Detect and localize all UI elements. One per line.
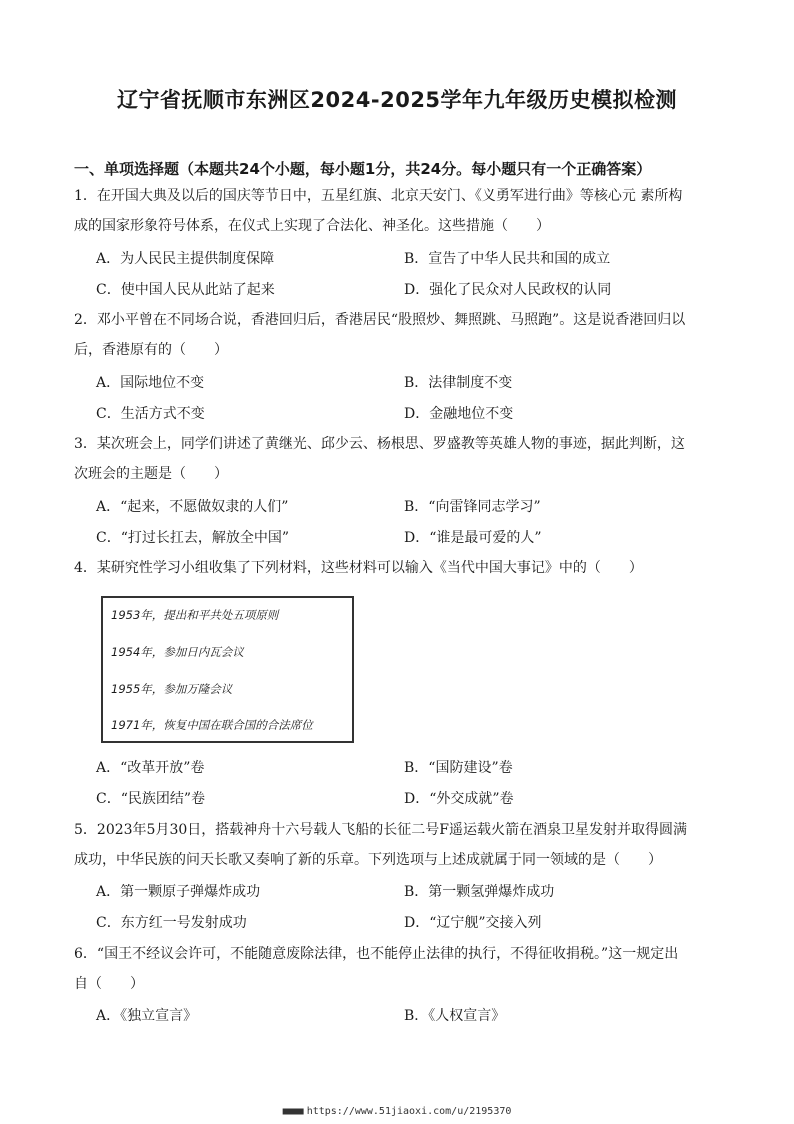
option-d[interactable]: D．强化了民众对人民政权的认同 <box>404 282 612 298</box>
question-line: 4．某研究性学习小组收集了下列材料，这些材料可以输入《当代中国大事记》中的（ ） <box>74 560 643 576</box>
material-line: 1954年，参加日内瓦会议 <box>111 645 244 659</box>
option-a[interactable]: A．《独立宣言》 <box>96 1008 198 1024</box>
material-line: 1971年，恢复中国在联合国的合法席位 <box>111 718 313 732</box>
material-line: 1953年，提出和平共处五项原则 <box>111 608 279 622</box>
option-c[interactable]: C．生活方式不变 <box>96 406 205 422</box>
option-c[interactable]: C．使中国人民从此站了起来 <box>96 282 275 298</box>
option-a[interactable]: A．第一颗原子弹爆炸成功 <box>96 884 261 900</box>
option-c[interactable]: C．东方红一号发射成功 <box>96 915 247 931</box>
option-b[interactable]: B．法律制度不变 <box>404 375 513 391</box>
question-line: 2．邓小平曾在不同场合说，香港回归后，香港居民“股照炒、舞照跳、马照跑”。这是说香港回归以 <box>74 312 686 328</box>
question-line: 6．“国王不经议会许可，不能随意废除法律，也不能停止法律的执行，不得征收捐税。”这一规定出 <box>74 946 679 962</box>
question-line: 后，香港原有的（ ） <box>74 342 228 358</box>
options-5 <box>96 881 736 943</box>
options-4 <box>96 757 736 819</box>
material-line: 1955年，参加万隆会议 <box>111 682 233 696</box>
watermark-mark: ■■■■ <box>282 1106 303 1117</box>
question-5 <box>74 815 724 875</box>
question-6 <box>74 939 724 999</box>
option-d[interactable]: D．“辽宁舰”交接入列 <box>404 915 542 931</box>
option-d[interactable]: D．“外交成就”卷 <box>404 791 514 807</box>
question-3 <box>74 429 724 489</box>
question-line: 5．2023年5月30日，搭载神舟十六号载人飞船的长征二号F遥运载火箭在酒泉卫星发射并取得圆满 <box>74 822 687 838</box>
page-title: 辽宁省抚顺市东洲区2024-2025学年九年级历史模拟检测 <box>116 88 678 112</box>
options-1 <box>96 248 736 310</box>
question-line: 3．某次班会上，同学们讲述了黄继光、邱少云、杨根思、罗盛教等英雄人物的事迹，据此判断，这 <box>74 436 685 452</box>
footer-url[interactable]: https://www.51jiaoxi.com/u/2195370 <box>306 1106 512 1117</box>
option-a[interactable]: A．为人民民主提供制度保障 <box>96 251 275 267</box>
question-line: 次班会的主题是（ ） <box>74 466 228 482</box>
option-a[interactable]: A．“起来，不愿做奴隶的人们” <box>96 499 289 515</box>
option-b[interactable]: B．宣告了中华人民共和国的成立 <box>404 251 611 267</box>
question-line: 成功，中华民族的问天长歌又奏响了新的乐章。下列选项与上述成就属于同一领域的是（ ） <box>74 852 662 868</box>
option-b[interactable]: B．第一颗氢弹爆炸成功 <box>404 884 555 900</box>
options-2 <box>96 372 736 434</box>
options-3 <box>96 496 736 558</box>
question-2 <box>74 305 724 365</box>
option-c[interactable]: C．“民族团结”卷 <box>96 791 206 807</box>
question-1 <box>74 181 724 241</box>
option-a[interactable]: A．“改革开放”卷 <box>96 760 205 776</box>
options-6 <box>96 1005 736 1036</box>
material-box <box>101 596 354 743</box>
option-c[interactable]: C．“打过长扛去，解放全中国” <box>96 530 290 546</box>
option-d[interactable]: D．“谁是最可爱的人” <box>404 530 542 546</box>
question-line: 1．在开国大典及以后的国庆等节日中，五星红旗、北京天安门、《义勇军进行曲》等核心元 素所构 <box>74 188 683 204</box>
question-line: 成的国家形象符号体系，在仪式上实现了合法化、神圣化。这些措施（ ） <box>74 218 550 234</box>
page-footer <box>0 1106 794 1117</box>
option-b[interactable]: B．《人权宣言》 <box>404 1008 506 1024</box>
option-b[interactable]: B．“向雷锋同志学习” <box>404 499 541 515</box>
section-heading: 一、单项选择题（本题共24个小题，每小题1分，共24分。每小题只有一个正确答案） <box>74 160 652 178</box>
question-line: 自（ ） <box>74 976 144 992</box>
question-4 <box>74 553 724 583</box>
option-b[interactable]: B．“国防建设”卷 <box>404 760 513 776</box>
option-a[interactable]: A．国际地位不变 <box>96 375 205 391</box>
option-d[interactable]: D．金融地位不变 <box>404 406 514 422</box>
